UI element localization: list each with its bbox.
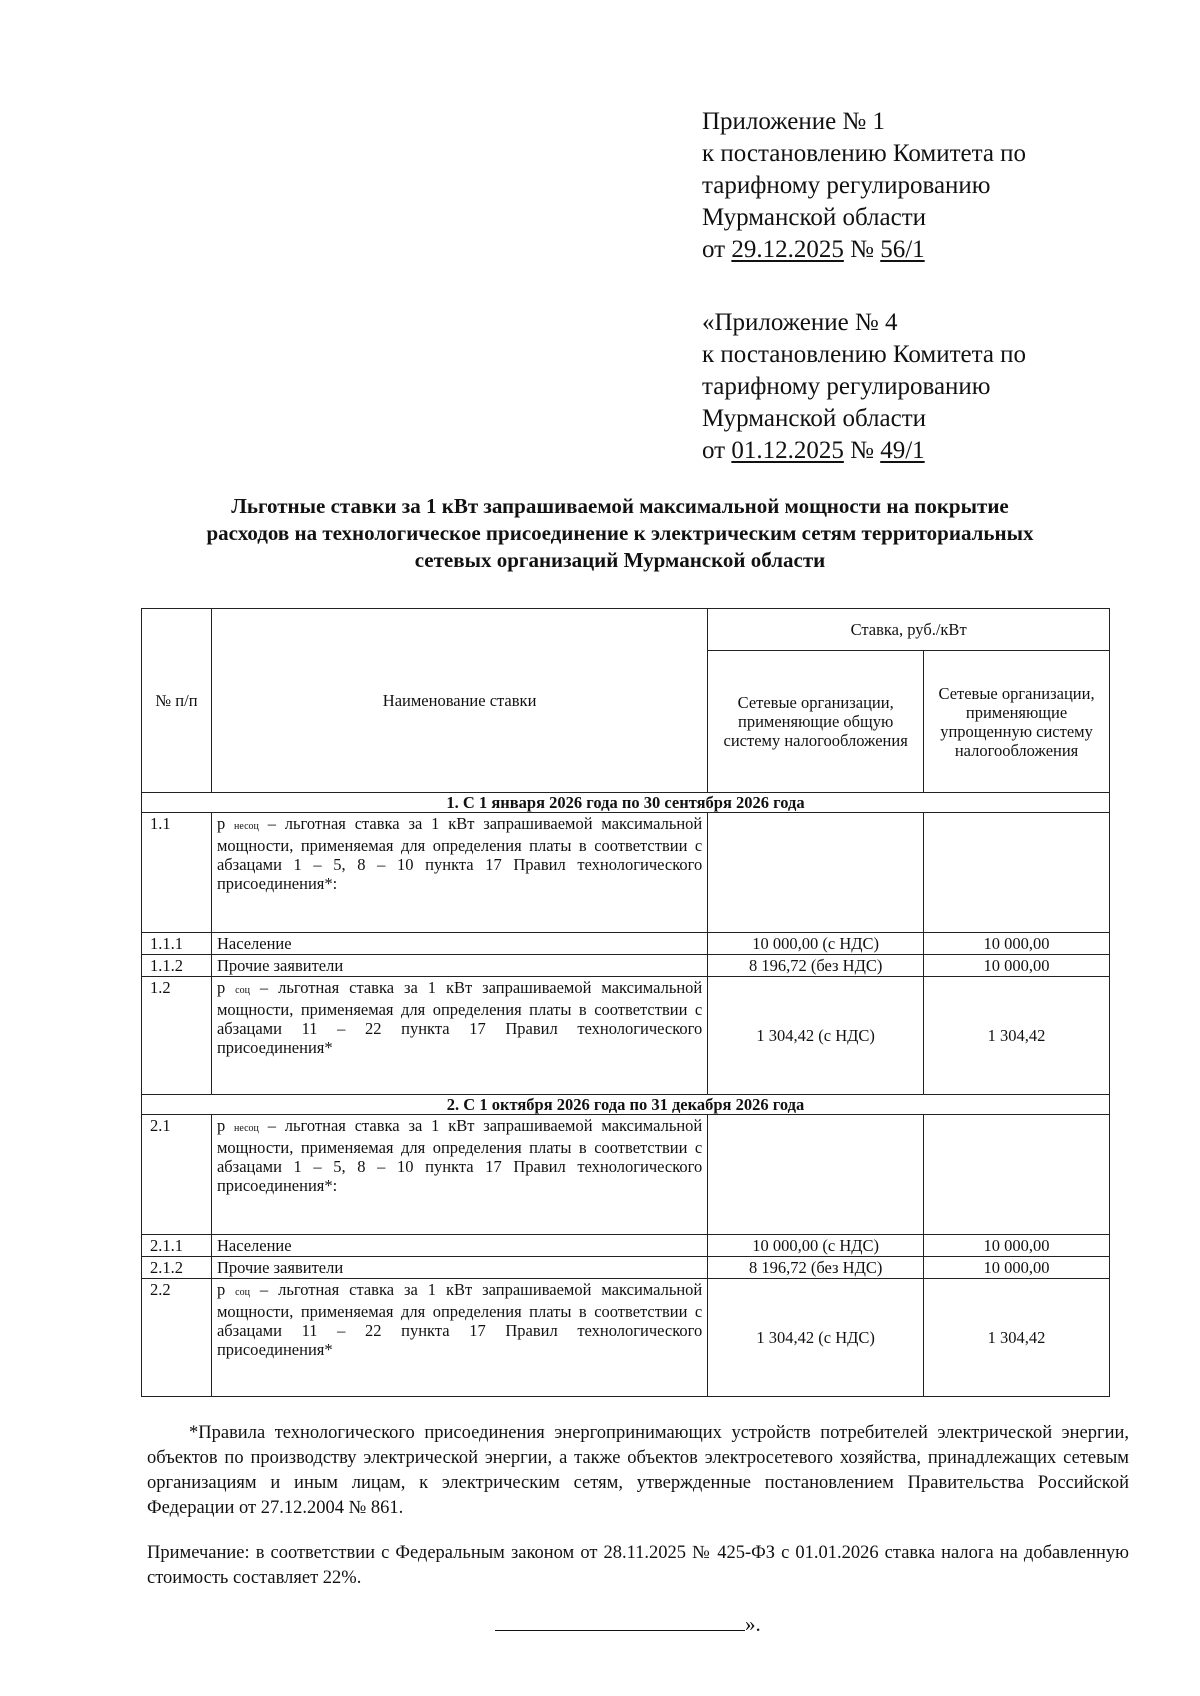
rate-name: Прочие заявители xyxy=(211,1257,707,1279)
row-num: 2.1.2 xyxy=(142,1257,212,1279)
appendix-1-line1: Приложение № 1 xyxy=(702,108,886,135)
rate-general: 1 304,42 (с НДС) xyxy=(708,977,924,1095)
row-num: 1.1 xyxy=(142,813,212,933)
appendix-4-line1: «Приложение № 4 xyxy=(702,309,898,336)
rate-general xyxy=(708,1115,924,1235)
rate-simplified: 1 304,42 xyxy=(924,1279,1110,1397)
rate-simplified: 1 304,42 xyxy=(924,977,1110,1095)
closing-quote: ». xyxy=(745,1612,761,1636)
appendix-1-line2: к постановлению Комитета по xyxy=(702,140,1027,167)
rate-general: 8 196,72 (без НДС) xyxy=(708,955,924,977)
table-row xyxy=(142,1257,1110,1279)
header-name: Наименование ставки xyxy=(211,609,707,793)
appendix-1-header xyxy=(702,106,1172,266)
table-row xyxy=(142,955,1110,977)
appendix-4-line3: тарифному регулированию xyxy=(702,373,991,400)
section-2-title: 2. С 1 октября 2026 года по 31 декабря 2026 года xyxy=(142,1095,1110,1115)
appendix-1-num-sign: № xyxy=(843,236,881,263)
rate-simplified: 10 000,00 xyxy=(924,1257,1110,1279)
row-num: 2.2 xyxy=(142,1279,212,1397)
rate-general xyxy=(708,813,924,933)
appendix-4-date: 01.12.2025 xyxy=(731,437,844,464)
appendix-4-line2: к постановлению Комитета по xyxy=(702,341,1027,368)
closing-line xyxy=(495,1612,745,1631)
header-rate: Ставка, руб./кВт xyxy=(708,609,1110,651)
row-num: 1.2 xyxy=(142,977,212,1095)
table-row xyxy=(142,813,1110,933)
appendix-1-number: 56/1 xyxy=(880,236,925,263)
rate-simplified: 10 000,00 xyxy=(924,1235,1110,1257)
rate-name: Население xyxy=(211,933,707,955)
row-num: 2.1 xyxy=(142,1115,212,1235)
header-general-tax: Сетевые организации, применяющие общую систему налогообложения xyxy=(708,651,924,793)
rate-simplified: 10 000,00 xyxy=(924,955,1110,977)
section-2-header xyxy=(142,1095,1110,1115)
rate-name: Население xyxy=(211,1235,707,1257)
rate-simplified: 10 000,00 xyxy=(924,933,1110,955)
rate-general: 10 000,00 (с НДС) xyxy=(708,933,924,955)
appendix-1-line4: Мурманской области xyxy=(702,204,927,231)
header-num: № п/п xyxy=(142,609,212,793)
table-row xyxy=(142,1115,1110,1235)
rate-general: 8 196,72 (без НДС) xyxy=(708,1257,924,1279)
rate-description: р несоц – льготная ставка за 1 кВт запрашиваемой максимальной мощности, применяемая для определения платы в соответствии с абзацами 1 – 5, 8 – 10 пункта 17 Правил технологического присоединения*: xyxy=(211,813,707,933)
note: Примечание: в соответствии с Федеральным законом от 28.11.2025 № 425-ФЗ с 01.01.2026 ставка налога на добавленную стоимость составляет 22%. xyxy=(147,1543,1129,1588)
footnote: *Правила технологического присоединения энергопринимающих устройств потребителей электрической энергии, объектов по производству электрической энергии, а также объектов электросетевого хозяйства, принадлежащих сетевым организациям и иным лицам, к электрическим сетям, утвержденные постановлением Правительства Российской Федерации от 27.12.2004 № 861. xyxy=(147,1423,1129,1518)
appendix-4-header xyxy=(702,307,1172,467)
appendix-4-num-sign: № xyxy=(843,437,881,464)
title-line1: Льготные ставки за 1 кВт запрашиваемой максимальной мощности на покрытие xyxy=(231,494,1009,518)
title-line2: расходов на технологическое присоединение к электрическим сетям территориальных xyxy=(206,521,1034,545)
rate-description: р соц – льготная ставка за 1 кВт запрашиваемой максимальной мощности, применяемая для определения платы в соответствии с абзацами 11 – 22 пункта 17 Правил технологического присоединения* xyxy=(211,977,707,1095)
appendix-1-prefix: от xyxy=(702,236,732,263)
rate-simplified xyxy=(924,813,1110,933)
row-num: 1.1.2 xyxy=(142,955,212,977)
row-num: 1.1.1 xyxy=(142,933,212,955)
table-row xyxy=(142,933,1110,955)
rate-general: 1 304,42 (с НДС) xyxy=(708,1279,924,1397)
table-row xyxy=(142,1235,1110,1257)
appendix-4-number: 49/1 xyxy=(880,437,925,464)
rate-simplified xyxy=(924,1115,1110,1235)
closing-mark xyxy=(495,1612,761,1637)
rate-general: 10 000,00 (с НДС) xyxy=(708,1235,924,1257)
table-row xyxy=(142,1279,1110,1397)
appendix-1-date: 29.12.2025 xyxy=(731,236,844,263)
appendix-4-date-line xyxy=(702,435,1172,467)
appendix-4-prefix: от xyxy=(702,437,732,464)
appendix-4-line4: Мурманской области xyxy=(702,405,927,432)
row-num: 2.1.1 xyxy=(142,1235,212,1257)
section-1-header xyxy=(142,793,1110,813)
document-title xyxy=(130,493,1110,574)
title-line3: сетевых организаций Мурманской области xyxy=(414,548,826,572)
rate-description: р соц – льготная ставка за 1 кВт запрашиваемой максимальной мощности, применяемая для определения платы в соответствии с абзацами 11 – 22 пункта 17 Правил технологического присоединения* xyxy=(211,1279,707,1397)
section-1-title: 1. С 1 января 2026 года по 30 сентября 2026 года xyxy=(142,793,1110,813)
appendix-1-line3: тарифному регулированию xyxy=(702,172,991,199)
rates-table xyxy=(141,608,1110,1397)
appendix-1-date-line xyxy=(702,234,1172,266)
rate-description: р несоц – льготная ставка за 1 кВт запрашиваемой максимальной мощности, применяемая для определения платы в соответствии с абзацами 1 – 5, 8 – 10 пункта 17 Правил технологического присоединения*: xyxy=(211,1115,707,1235)
table-header-row xyxy=(142,609,1110,651)
table-row xyxy=(142,977,1110,1095)
header-simplified-tax: Сетевые организации, применяющие упрощенную систему налогообложения xyxy=(924,651,1110,793)
rate-name: Прочие заявители xyxy=(211,955,707,977)
